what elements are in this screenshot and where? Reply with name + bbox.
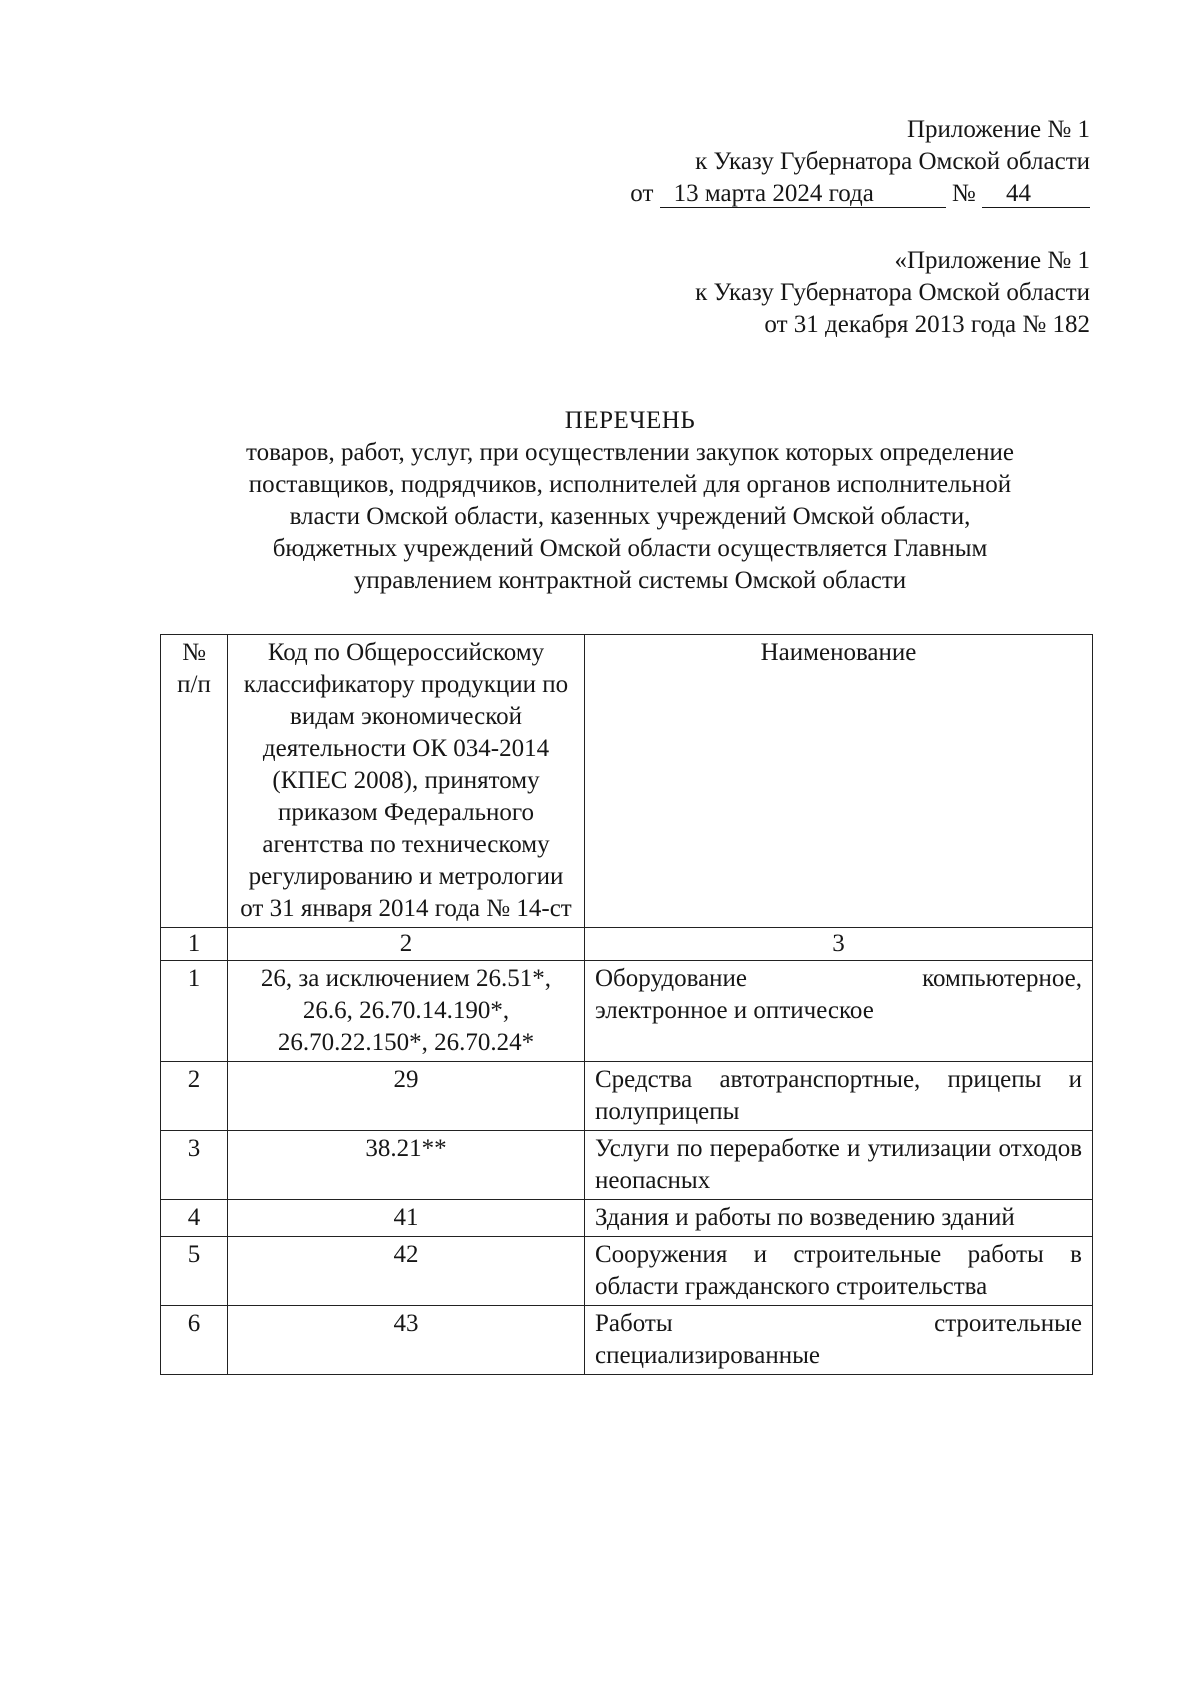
row-code: 38.21** (228, 1131, 585, 1200)
row-name: Средства автотранспортные, прицепы и полуприцепы (585, 1062, 1093, 1131)
row-number: 4 (161, 1200, 228, 1237)
row-code: 26, за исключением 26.51*, 26.6, 26.70.14.190*, 26.70.22.150*, 26.70.24* (228, 961, 585, 1062)
column-number: 3 (585, 928, 1093, 961)
row-name-word: Работы (595, 1310, 673, 1337)
title-line: власти Омской области, казенных учреждений Омской области, (289, 503, 971, 530)
row-code: 42 (228, 1237, 585, 1306)
appendix-title: Приложение № 1 (906, 116, 1090, 143)
header-okpd2-code: Код по Общероссийскому классификатору продукции по видам экономической деятельности ОК 034-2014 (КПЕС 2008), принятому приказом Федерального агентства по техническому регулированию и метрологии от 31 января 2014 года № 14-ст (228, 635, 585, 928)
row-name-rest: электронное и оптическое (595, 997, 874, 1024)
header-number: № п/п (161, 635, 228, 928)
title-line: бюджетных учреждений Омской области осуществляется Главным (272, 535, 988, 562)
table-row (161, 1062, 1093, 1131)
row-name-rest: специализированные (595, 1342, 820, 1369)
document-title (150, 405, 1110, 597)
table-row (161, 1306, 1093, 1375)
date-prefix: от (630, 180, 654, 207)
row-number: 2 (161, 1062, 228, 1131)
row-number: 3 (161, 1131, 228, 1200)
row-code: 43 (228, 1306, 585, 1375)
column-number: 2 (228, 928, 585, 961)
original-decree-date: от 31 декабря 2013 года № 182 (764, 311, 1090, 338)
appendix-header-original (695, 245, 1090, 341)
row-name (585, 1306, 1093, 1375)
appendix-header-current (630, 114, 1090, 210)
decree-number: 44 (982, 181, 1090, 208)
row-code: 29 (228, 1062, 585, 1131)
header-name: Наименование (585, 635, 1093, 928)
table-row (161, 1131, 1093, 1200)
table-row (161, 961, 1093, 1062)
goods-services-table (160, 634, 1093, 1375)
column-number-row (161, 928, 1093, 961)
number-label: № (951, 180, 976, 207)
appendix-decree-reference: к Указу Губернатора Омской области (695, 148, 1090, 175)
row-number: 6 (161, 1306, 228, 1375)
row-name-word: Оборудование (595, 965, 748, 992)
row-name: Здания и работы по возведению зданий (585, 1200, 1093, 1237)
original-decree-reference: к Указу Губернатора Омской области (695, 279, 1090, 306)
original-appendix-title: «Приложение № 1 (894, 247, 1090, 274)
row-number: 5 (161, 1237, 228, 1306)
row-number: 1 (161, 961, 228, 1062)
column-number: 1 (161, 928, 228, 961)
table-row (161, 1200, 1093, 1237)
row-name-first-line (595, 963, 1082, 995)
row-name: Услуги по переработке и утилизации отходов неопасных (585, 1131, 1093, 1200)
row-name-word: компьютерное, (922, 965, 1082, 992)
appendix-date-line (630, 178, 1090, 210)
table-header-row (161, 635, 1093, 928)
row-name: Сооружения и строительные работы в области гражданского строительства (585, 1237, 1093, 1306)
title-heading: ПЕРЕЧЕНЬ (564, 407, 696, 434)
row-name (585, 961, 1093, 1062)
table-row (161, 1237, 1093, 1306)
title-line: товаров, работ, услуг, при осуществлении закупок которых определение (246, 439, 1014, 466)
title-line: поставщиков, подрядчиков, исполнителей для органов исполнительной (248, 471, 1012, 498)
row-name-first-line (595, 1308, 1082, 1340)
decree-date: 13 марта 2024 года (660, 181, 946, 208)
title-line: управлением контрактной системы Омской области (353, 567, 907, 594)
row-code: 41 (228, 1200, 585, 1237)
row-name-word: строительные (934, 1310, 1082, 1337)
